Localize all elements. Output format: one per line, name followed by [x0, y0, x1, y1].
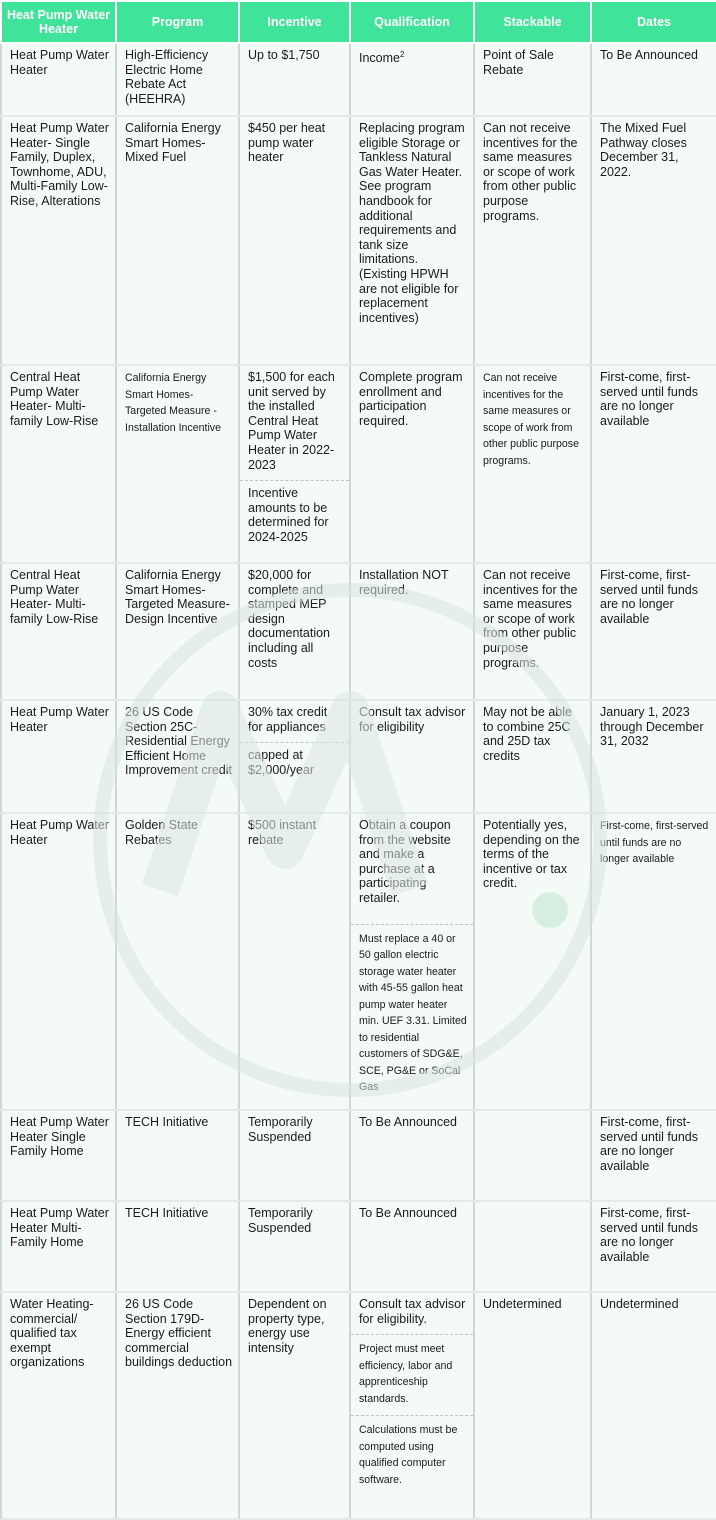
header-stackable: Stackable	[474, 1, 591, 43]
table-row	[1, 700, 716, 813]
cell-stackable: Potentially yes, depending on the terms of the incentive or tax credit.	[474, 813, 591, 1110]
qualification-subtext: Project must meet efficiency, labor and apprenticeship standards.	[351, 1334, 473, 1407]
header-program: Program	[116, 1, 239, 43]
cell-dates: January 1, 2023 through December 31, 2032	[591, 700, 716, 813]
cell-dates: First-come, first-served until funds are no longer available	[591, 1110, 716, 1201]
cell-program: TECH Initiative	[116, 1110, 239, 1201]
cell-measure: Central Heat Pump Water Heater- Multi-family Low-Rise	[1, 563, 116, 700]
footnote-marker: 2	[400, 50, 405, 59]
cell-stackable: Undetermined	[474, 1292, 591, 1519]
header-dates: Dates	[591, 1, 716, 43]
cell-program: California Energy Smart Homes- Mixed Fuel	[116, 116, 239, 365]
cell-stackable: Can not receive incentives for the same measures or scope of work from other public purpose programs.	[474, 116, 591, 365]
cell-qualification: Consult tax advisor for eligibility	[350, 700, 474, 813]
cell-measure: Heat Pump Water Heater	[1, 43, 116, 116]
qualification-text: Income	[359, 51, 400, 66]
table-row	[1, 563, 716, 700]
cell-qualification	[350, 813, 474, 1110]
program-text: California Energy Smart Homes- Targeted Measure - Installation Incentive	[125, 372, 221, 434]
cell-measure: Water Heating- commercial/ qualified tax exempt organizations	[1, 1292, 116, 1519]
cell-incentive: Dependent on property type, energy use intensity	[239, 1292, 350, 1519]
cell-stackable: Point of Sale Rebate	[474, 43, 591, 116]
qualification-subtext: Must replace a 40 or 50 gallon electric storage water heater with 45-55 gallon heat pump water heater min. UEF 3.31. Limited to residential customers of SDG&E, SCE, PG&E or SoCal Gas	[351, 924, 473, 1096]
cell-incentive	[239, 700, 350, 813]
cell-program: 26 US Code Section 179D- Energy efficient commercial buildings deduction	[116, 1292, 239, 1519]
cell-incentive: Temporarily Suspended	[239, 1201, 350, 1292]
cell-program: 26 US Code Section 25C- Residential Energy Efficient Home Improvement credit	[116, 700, 239, 813]
cell-dates: The Mixed Fuel Pathway closes December 31, 2022.	[591, 116, 716, 365]
incentive-subtext: Incentive amounts to be determined for 2024-2025	[240, 480, 349, 544]
cell-incentive: Temporarily Suspended	[239, 1110, 350, 1201]
cell-measure: Heat Pump Water Heater Single Family Home	[1, 1110, 116, 1201]
cell-stackable	[474, 365, 591, 563]
cell-dates: First-come, first-served until funds are no longer available	[591, 365, 716, 563]
cell-measure: Central Heat Pump Water Heater- Multi-family Low-Rise	[1, 365, 116, 563]
cell-qualification: Installation NOT required.	[350, 563, 474, 700]
cell-stackable	[474, 1110, 591, 1201]
cell-dates: First-come, first-served until funds are no longer available	[591, 1201, 716, 1292]
qualification-text: Consult tax advisor for eligibility.	[359, 1297, 466, 1326]
cell-incentive: $500 instant rebate	[239, 813, 350, 1110]
cell-dates: First-come, first-served until funds are no longer available	[591, 563, 716, 700]
cell-measure: Heat Pump Water Heater	[1, 700, 116, 813]
table-row	[1, 1292, 716, 1519]
cell-measure: Heat Pump Water Heater Multi-Family Home	[1, 1201, 116, 1292]
cell-dates	[591, 813, 716, 1110]
table-row	[1, 43, 716, 116]
cell-qualification	[350, 1292, 474, 1519]
cell-program: California Energy Smart Homes- Targeted Measure- Design Incentive	[116, 563, 239, 700]
cell-program	[116, 365, 239, 563]
table-row	[1, 813, 716, 1110]
cell-qualification	[350, 43, 474, 116]
cell-stackable	[474, 1201, 591, 1292]
cell-stackable: May not be able to combine 25C and 25D tax credits	[474, 700, 591, 813]
table-row	[1, 116, 716, 365]
incentive-subtext: capped at $2,000/year	[240, 742, 349, 777]
qualification-text: Obtain a coupon from the website and make a purchase at a participating retailer.	[359, 818, 451, 905]
stackable-text: Can not receive incentives for the same measures or scope of work from other public purpose programs.	[483, 372, 579, 467]
incentive-text: $1,500 for each unit served by the installed Central Heat Pump Water Heater in 2022-2023	[248, 370, 335, 472]
header-qualification: Qualification	[350, 1, 474, 43]
header-row	[1, 1, 716, 43]
cell-measure: Heat Pump Water Heater	[1, 813, 116, 1110]
cell-dates: Undetermined	[591, 1292, 716, 1519]
incentive-text: 30% tax credit for appliances	[248, 705, 328, 734]
table-row	[1, 1201, 716, 1292]
table-row	[1, 1110, 716, 1201]
cell-incentive	[239, 365, 350, 563]
table-row	[1, 365, 716, 563]
cell-incentive: Up to $1,750	[239, 43, 350, 116]
cell-qualification: To Be Announced	[350, 1110, 474, 1201]
cell-incentive: $450 per heat pump water heater	[239, 116, 350, 365]
cell-program: Golden State Rebates	[116, 813, 239, 1110]
cell-stackable: Can not receive incentives for the same measures or scope of work from other public purpose programs.	[474, 563, 591, 700]
qualification-subtext-2: Calculations must be computed using qualified computer software.	[351, 1415, 473, 1488]
header-measure: Heat Pump Water Heater	[1, 1, 116, 43]
dates-text: First-come, first-served until funds are no longer available	[600, 820, 709, 865]
header-incentive: Incentive	[239, 1, 350, 43]
cell-measure: Heat Pump Water Heater- Single Family, Duplex, Townhome, ADU, Multi-Family Low-Rise, Alterations	[1, 116, 116, 365]
cell-qualification: Complete program enrollment and participation required.	[350, 365, 474, 563]
cell-incentive: $20,000 for complete and stamped MEP design documentation including all costs	[239, 563, 350, 700]
cell-qualification: To Be Announced	[350, 1201, 474, 1292]
cell-program: High-Efficiency Electric Home Rebate Act (HEEHRA)	[116, 43, 239, 116]
cell-qualification: Replacing program eligible Storage or Tankless Natural Gas Water Heater. See program handbook for additional requirements and tank size limitations. (Existing HPWH are not eligible for replacement incentives)	[350, 116, 474, 365]
cell-dates: To Be Announced	[591, 43, 716, 116]
cell-program: TECH Initiative	[116, 1201, 239, 1292]
